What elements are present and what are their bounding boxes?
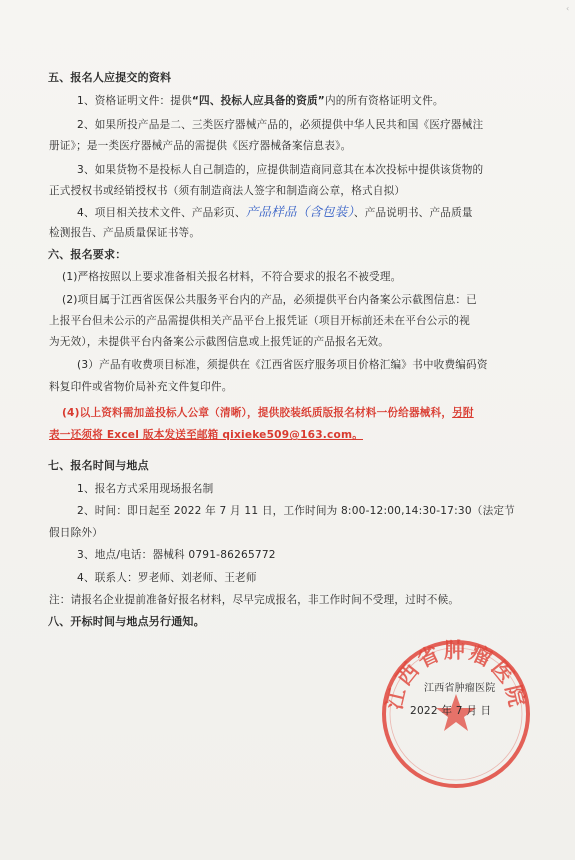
s5-item1-bold: “四、投标人应具备的资质” (191, 95, 325, 107)
seal-text: 江西省肿瘤医院 (382, 638, 530, 712)
s7-item2-line1: 2、时间：即日起至 2022 年 7 月 11 日，工作时间为 8:00-12:00,14:30-17:30（法定节 (77, 505, 515, 517)
s7-item4: 4、联系人：罗老师、刘老师、王老师 (77, 572, 257, 584)
section-6-title: 六、报名要求： (48, 248, 127, 261)
s5-item4-line1 (77, 205, 473, 220)
s6-item4-red-underline: 另附 (452, 407, 474, 419)
signature-org: 江西省肿瘤医院 (424, 683, 496, 694)
s5-item2-line2: 册证》；是一类医疗器械产品的需提供《医疗器械备案信息表》。 (49, 140, 352, 152)
note: 注：请报名企业提前准备好报名材料，尽早完成报名，非工作时间不受理，过时不候。 (49, 594, 460, 606)
section-8-title: 八、开标时间与地点另行通知。 (48, 615, 205, 628)
s6-item1: (1)严格按照以上要求准备相关报名材料，不符合要求的报名不被受理。 (62, 271, 402, 283)
s5-item1-text: 1、资格证明文件：提供 (77, 95, 192, 107)
section-5-title: 五、报名人应提交的资料 (48, 71, 172, 84)
s5-item3-line2: 正式授权书或经销授权书（须有制造商法人签字和制造商公章，格式自拟） (49, 185, 406, 197)
s5-item1-tail: 内的所有资格证明文件。 (324, 95, 444, 107)
s7-item3: 3、地点/电话：器械科 0791-86265772 (77, 549, 276, 561)
s5-item2-line1: 2、如果所投产品是二、三类医疗器械产品的，必须提供中华人民共和国《医疗器械注 (77, 119, 484, 131)
s5-item1 (77, 94, 444, 108)
s6-item4-red-text: (4)以上资料需加盖投标人公章（清晰），提供胶装纸质版报名材料一份给器械科， (62, 407, 453, 419)
signature-date: 2022 年 7 月 日 (410, 705, 492, 717)
s5-item4-tail: 、产品说明书、产品质量 (353, 207, 473, 219)
s6-item2-line2: 上报平台但未公示的产品需提供相关产品平台上报凭证（项目开标前还未在平台公示的视 (49, 315, 470, 327)
s6-item3-line1: (3）产品有收费项目标准，须提供在《江西省医疗服务项目价格汇编》书中收费编码资 (77, 359, 488, 371)
s6-item4-line1 (62, 406, 474, 420)
s6-item3-line2: 料复印件或省物价局补充文件复印件。 (49, 381, 233, 393)
section-7-title: 七、报名时间与地点 (48, 459, 149, 472)
s5-item3-line1: 3、如果货物不是投标人自己制造的，应提供制造商同意其在本次投标中提供该货物的 (77, 164, 484, 176)
s7-item2-line2: 假日除外） (49, 527, 103, 539)
s6-item2-line1: (2)项目属于江西省医保公共服务平台内的产品，必须提供平台内备案公示截图信息：已 (62, 294, 477, 306)
corner-mark: ‹ (566, 4, 570, 13)
s6-item4-line2: 表一还须将 Excel 版本发送至邮箱 qixieke509@163.com。 (49, 429, 363, 441)
s5-item4-line2: 检测报告、产品质量保证书等。 (49, 227, 201, 239)
s5-item4-text: 4、项目相关技术文件、产品彩页、 (77, 207, 246, 219)
s6-item2-line3: 为无效），未提供平台内备案公示截图信息或上报凭证的产品报名无效。 (49, 336, 390, 348)
s7-item1: 1、报名方式采用现场报名制 (77, 483, 214, 495)
s5-item4-sample-highlight: 产品样品（含包装） (245, 204, 354, 219)
